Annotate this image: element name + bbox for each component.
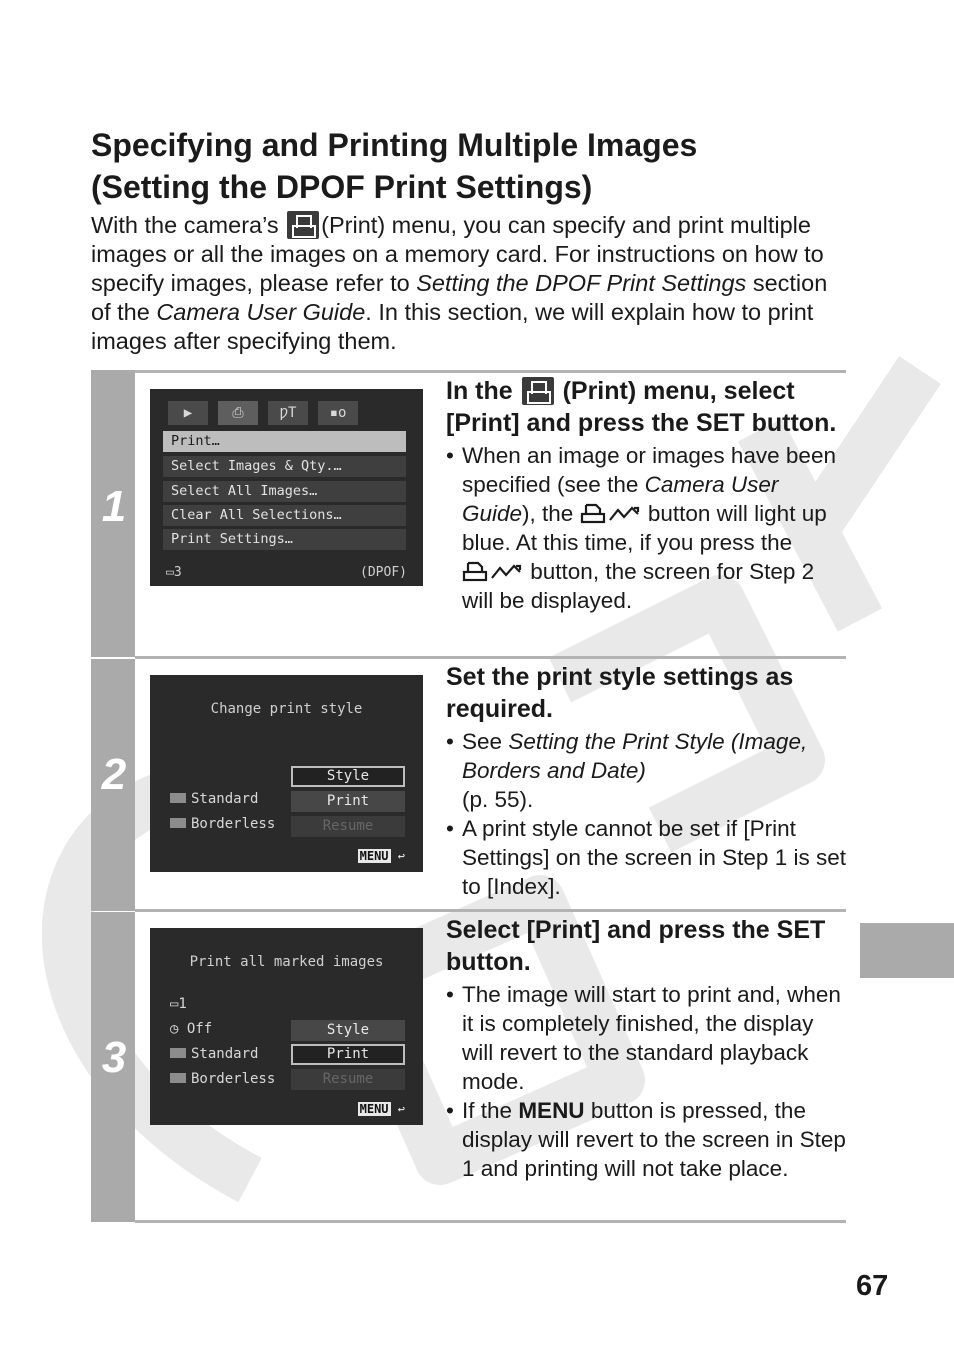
style-option: Style	[291, 1020, 405, 1041]
back-arrow-icon: ↩	[397, 1102, 405, 1116]
bullet-text: button is pressed, the display will revert to the screen in Step 1 and printing will not take place.	[462, 1098, 846, 1181]
menu-item-print: Print…	[163, 431, 406, 452]
screen-title: Change print style	[210, 701, 363, 717]
print-tab-icon: ⎙	[218, 401, 258, 425]
back-arrow-icon: ↩	[397, 849, 405, 863]
step-2-screen	[150, 675, 423, 872]
print-menu-icon	[522, 377, 554, 405]
page-number: 67	[856, 1270, 889, 1302]
bullet-text: If the	[462, 1098, 513, 1123]
step-1-heading-a: In the	[446, 377, 513, 405]
intro-part-3: section of the	[91, 270, 828, 325]
chapter-tab	[860, 923, 954, 978]
paper-icon	[170, 1048, 186, 1058]
steps-table	[91, 370, 846, 1222]
screen-label-standard	[170, 791, 258, 807]
bullet-text: button will light up blue. At this time, if you press the	[462, 501, 827, 555]
paper-icon	[170, 1073, 186, 1083]
intro-paragraph	[91, 211, 851, 356]
step-1-heading-b: (Print) menu, select [Print] and press the SET button.	[446, 377, 837, 437]
step-1-heading	[446, 375, 846, 439]
label-text: Standard	[191, 1046, 259, 1062]
step-divider	[135, 909, 846, 912]
print-option: Print	[291, 791, 405, 812]
play-tab-icon: ▶	[168, 401, 208, 425]
label-text: Borderless	[191, 1071, 276, 1087]
step-2-heading: Set the print style settings as required.	[446, 663, 794, 723]
resume-option: Resume	[291, 816, 405, 837]
mycamera-tab-icon: ▪o	[318, 401, 358, 425]
intro-part-2: (Print) menu, you can specify and print multiple images or all the images on a memory card. For instructions on how to specify images, please refer to	[91, 212, 824, 296]
label-text: Standard	[191, 791, 259, 807]
page-title	[91, 124, 871, 208]
step-divider	[135, 370, 846, 373]
bullet-ref: Setting the Print Style (Image, Borders and Date)	[462, 729, 808, 783]
title-line-2: (Setting the DPOF Print Settings)	[91, 169, 593, 205]
bullet-text: ), the	[522, 501, 574, 526]
bullet-text: (p. 55).	[462, 787, 534, 812]
step-3-text	[446, 914, 846, 1183]
step-1-number: 1	[101, 482, 125, 531]
step-2-text	[446, 661, 846, 901]
step-3-screen	[150, 928, 423, 1125]
menu-back-hint	[358, 849, 405, 863]
step-2-bullet-1	[446, 727, 846, 814]
step-3-bullet-2	[446, 1096, 846, 1183]
intro-part-4: . In this section, we will explain how to print images after specifying them.	[91, 299, 814, 354]
print-share-icon	[580, 502, 642, 524]
screen-status-dpof: (DPOF)	[360, 565, 407, 580]
step-3-heading: Select [Print] and press the SET button.	[446, 916, 826, 976]
print-option: Print	[291, 1044, 405, 1065]
step-3-number: 3	[101, 1033, 125, 1082]
paper-icon	[170, 793, 186, 803]
print-share-icon	[462, 560, 524, 582]
style-option: Style	[291, 766, 405, 787]
menu-item-clear-all: Clear All Selections…	[163, 505, 406, 526]
intro-ref-dpof: Setting the DPOF Print Settings	[416, 270, 747, 296]
step-divider	[135, 656, 846, 659]
intro-ref-guide: Camera User Guide	[156, 299, 366, 325]
menu-item-select-images: Select Images & Qty.…	[163, 456, 406, 477]
print-menu-icon	[287, 211, 319, 239]
step-1-text	[446, 375, 846, 615]
menu-button-ref: MENU	[518, 1098, 585, 1123]
label-text: Borderless	[191, 816, 276, 832]
step-divider	[135, 1220, 846, 1223]
bullet-ref: Camera User Guide	[462, 472, 779, 526]
setup-tab-icon: ǷT	[268, 401, 308, 425]
menu-key: MENU	[359, 1102, 389, 1116]
step-3-bullet-1: • The image will start to print and, when it is completely finished, the display will revert to the standard playback mode.	[446, 980, 846, 1096]
resume-option: Resume	[291, 1069, 405, 1090]
screen-status-count: ▭3	[166, 565, 182, 580]
bullet-text: See	[462, 729, 503, 754]
step-2-bullet-2: • A print style cannot be set if [Print Settings] on the screen in Step 1 is set to [Index].	[446, 814, 846, 901]
menu-item-print-settings: Print Settings…	[163, 529, 406, 550]
menu-item-select-all: Select All Images…	[163, 481, 406, 502]
screen-label-standard	[170, 1046, 258, 1062]
title-line-1: Specifying and Printing Multiple Images	[91, 127, 698, 163]
screen-label-borderless	[170, 816, 275, 832]
screen-label-borderless	[170, 1071, 275, 1087]
screen-title: Print all marked images	[189, 954, 384, 970]
bullet-text: When an image or images have been specified (see the	[462, 443, 836, 497]
menu-back-hint	[358, 1102, 405, 1116]
step-1-screen	[150, 389, 423, 586]
bullet-text: button, the screen for Step 2 will be displayed.	[462, 559, 815, 613]
screen-label-count: ▭1	[170, 996, 187, 1012]
step-1-bullet-1	[446, 441, 846, 615]
menu-key: MENU	[359, 849, 389, 863]
screen-label-date-off: ◷ Off	[170, 1021, 213, 1037]
intro-part-1: With the camera’s	[91, 212, 279, 238]
step-2-number: 2	[101, 750, 125, 799]
paper-icon	[170, 818, 186, 828]
